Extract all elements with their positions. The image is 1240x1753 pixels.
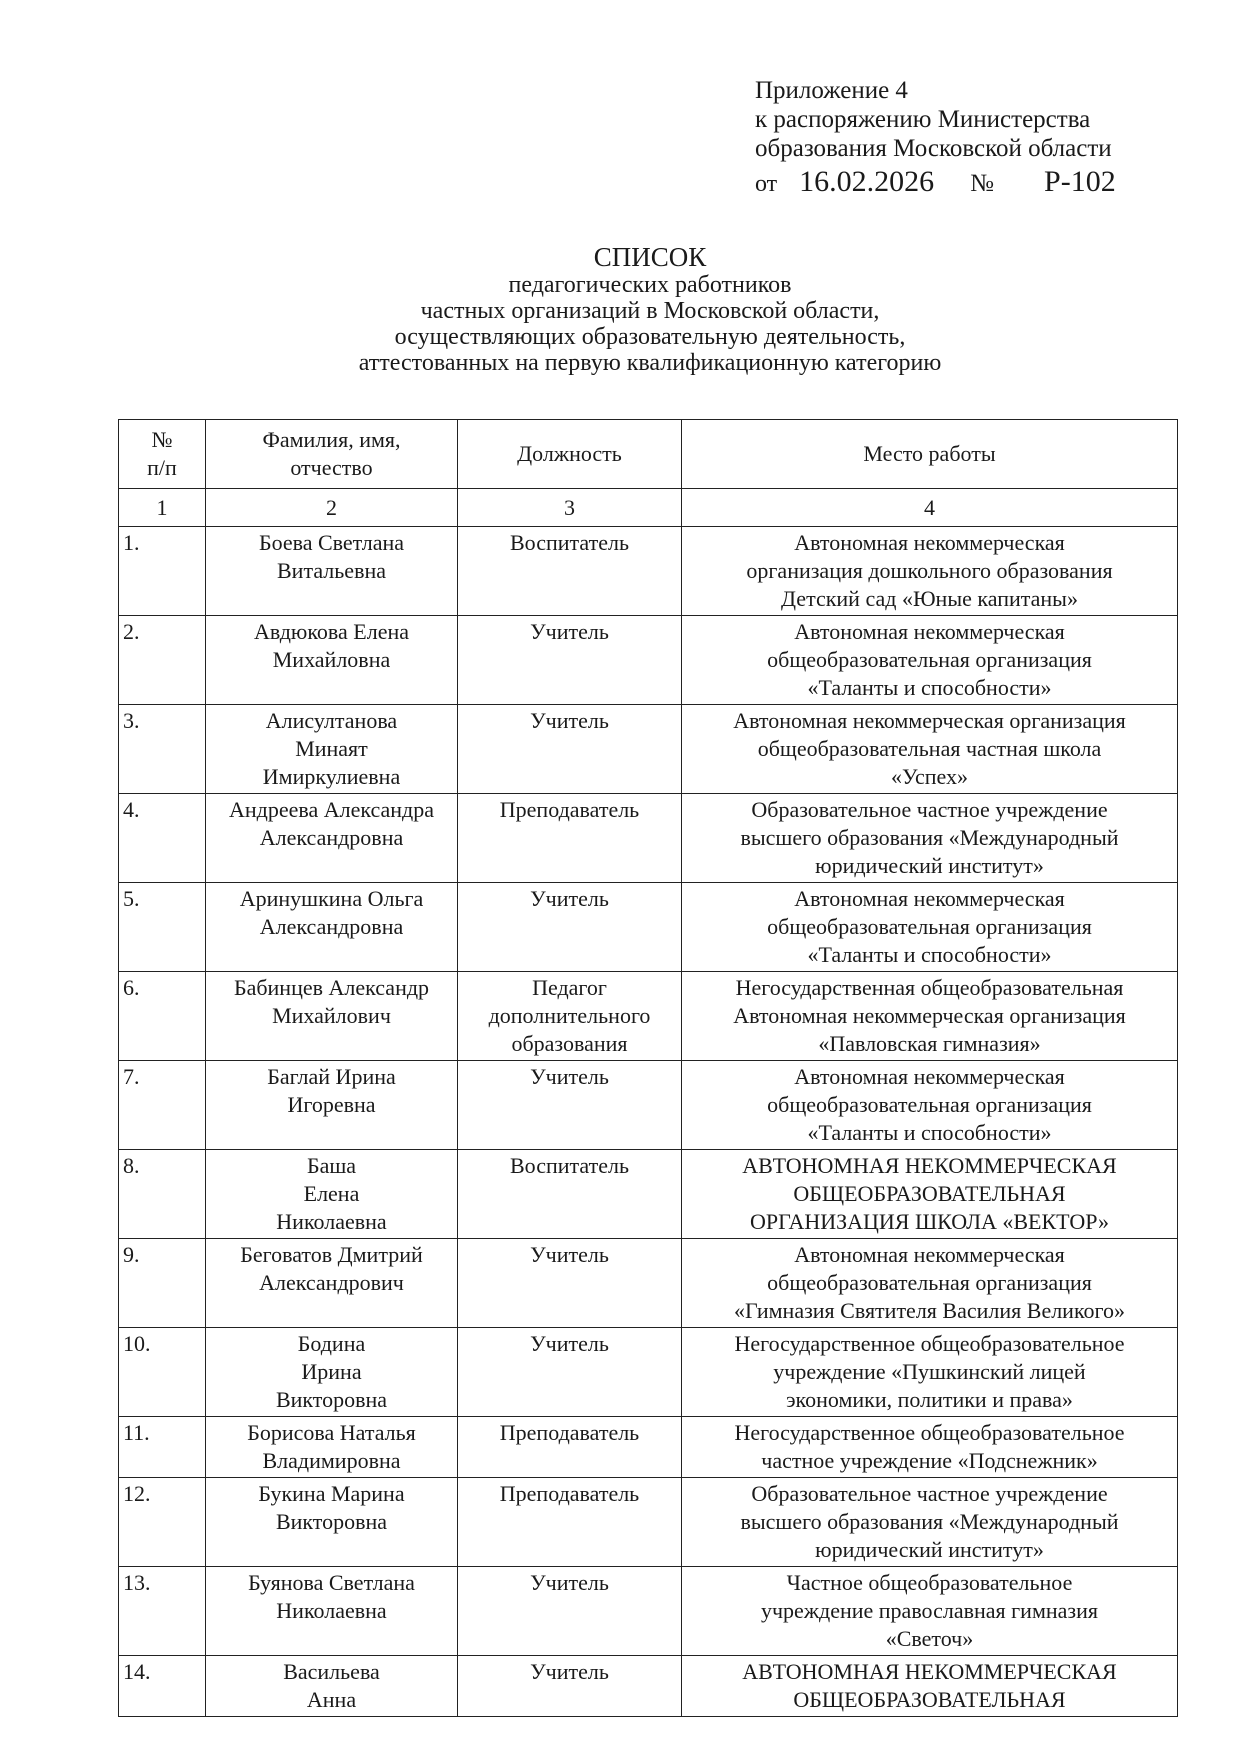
row-number: 12. bbox=[119, 1478, 206, 1567]
employee-position-line: Воспитатель bbox=[509, 1153, 629, 1178]
row-number: 10. bbox=[119, 1328, 206, 1417]
employee-name bbox=[206, 1417, 458, 1478]
employee-workplace-line: «Павловская гимназия» bbox=[818, 1031, 1041, 1056]
employee-name-line: Михайлович bbox=[272, 1003, 391, 1028]
employee-name bbox=[206, 1567, 458, 1656]
employee-name bbox=[206, 705, 458, 794]
employee-position bbox=[458, 1478, 682, 1567]
employee-position bbox=[458, 794, 682, 883]
column-number: 3 bbox=[458, 489, 682, 527]
employee-name-line: Имиркулиевна bbox=[262, 764, 401, 789]
row-number: 2. bbox=[119, 616, 206, 705]
column-number: 4 bbox=[682, 489, 1178, 527]
employee-name-line: Александровна bbox=[259, 914, 404, 939]
header-fio bbox=[206, 420, 458, 489]
employee-name-line: Витальевна bbox=[277, 558, 386, 583]
employee-position-line: Учитель bbox=[530, 1570, 609, 1595]
employee-workplace-line: экономики, политики и права» bbox=[786, 1387, 1073, 1412]
employee-workplace-line: Негосударственное общеобразовательное bbox=[734, 1331, 1125, 1356]
employee-workplace-line: частное учреждение «Подснежник» bbox=[761, 1448, 1098, 1473]
employee-name-line: Владимировна bbox=[262, 1448, 401, 1473]
table-row bbox=[119, 705, 1178, 794]
employee-name bbox=[206, 1061, 458, 1150]
employee-position-line: Преподаватель bbox=[499, 1481, 640, 1506]
employee-position-line: Учитель bbox=[530, 1242, 609, 1267]
employee-name-line: Беговатов Дмитрий bbox=[240, 1242, 423, 1267]
employee-name-line: Анна bbox=[306, 1687, 357, 1712]
employee-name bbox=[206, 1239, 458, 1328]
column-numbers-row bbox=[119, 489, 1178, 527]
row-number: 14. bbox=[119, 1656, 206, 1717]
table-row bbox=[119, 1328, 1178, 1417]
employee-position bbox=[458, 883, 682, 972]
order-number: Р-102 bbox=[1044, 165, 1116, 198]
employee-workplace-line: Образовательное частное учреждение bbox=[751, 1481, 1108, 1506]
title-line-4: аттестованных на первую квалификационную категорию bbox=[358, 350, 942, 376]
employee-position-line: Учитель bbox=[530, 619, 609, 644]
employee-name-line: Алисултанова bbox=[265, 708, 398, 733]
employee-name-line: Бабинцев Александр bbox=[233, 975, 430, 1000]
column-number: 1 bbox=[119, 489, 206, 527]
title-line-1: педагогических работников bbox=[508, 272, 792, 298]
employee-workplace-line: Детский сад «Юные капитаны» bbox=[781, 586, 1078, 611]
employee-workplace bbox=[682, 794, 1178, 883]
employee-workplace-line: ОРГАНИЗАЦИЯ ШКОЛА «ВЕКТОР» bbox=[750, 1209, 1109, 1234]
employee-name-line: Ирина bbox=[301, 1359, 362, 1384]
employee-name-line: Васильева bbox=[283, 1659, 380, 1684]
employee-position-line: образования bbox=[511, 1031, 628, 1056]
employee-position bbox=[458, 972, 682, 1061]
table-row bbox=[119, 794, 1178, 883]
employee-position-line: дополнительного bbox=[488, 1003, 651, 1028]
employee-workplace bbox=[682, 883, 1178, 972]
appendix-line-3: образования Московской области bbox=[755, 135, 1112, 162]
employee-workplace-line: Частное общеобразовательное bbox=[786, 1570, 1073, 1595]
employee-workplace-line: Негосударственное общеобразовательное bbox=[734, 1420, 1125, 1445]
employee-workplace-line: Автономная некоммерческая bbox=[794, 1242, 1065, 1267]
employee-workplace bbox=[682, 705, 1178, 794]
employee-workplace bbox=[682, 1150, 1178, 1239]
employee-name-line: Баша bbox=[306, 1153, 357, 1178]
employee-workplace-line: общеобразовательная организация bbox=[767, 647, 1092, 672]
employee-name-line: Михайловна bbox=[272, 647, 391, 672]
employee-workplace-line: ОБЩЕОБРАЗОВАТЕЛЬНАЯ bbox=[793, 1687, 1066, 1712]
employee-workplace-line: высшего образования «Международный bbox=[740, 1509, 1119, 1534]
employee-workplace-line: высшего образования «Международный bbox=[740, 825, 1119, 850]
employee-name bbox=[206, 794, 458, 883]
row-number: 6. bbox=[119, 972, 206, 1061]
employee-position-line: Учитель bbox=[530, 1331, 609, 1356]
employee-name bbox=[206, 616, 458, 705]
order-date: 16.02.2026 bbox=[799, 165, 935, 198]
employee-position-line: Воспитатель bbox=[509, 530, 629, 555]
employee-name bbox=[206, 883, 458, 972]
appendix-line-2: к распоряжению Министерства bbox=[755, 106, 1091, 133]
employee-name-line: Александровна bbox=[259, 825, 404, 850]
employee-workplace-line: Автономная некоммерческая bbox=[794, 1064, 1065, 1089]
employee-workplace bbox=[682, 616, 1178, 705]
employee-name-line: Буянова Светлана bbox=[248, 1570, 415, 1595]
employee-workplace-line: общеобразовательная частная школа bbox=[757, 736, 1102, 761]
employee-position-line: Учитель bbox=[530, 708, 609, 733]
employee-workplace-line: общеобразовательная организация bbox=[767, 1092, 1092, 1117]
row-number: 5. bbox=[119, 883, 206, 972]
employee-name-line: Букина Марина bbox=[258, 1481, 405, 1506]
row-number: 8. bbox=[119, 1150, 206, 1239]
employee-position bbox=[458, 527, 682, 616]
number-sign: № bbox=[970, 170, 995, 197]
employee-workplace-line: учреждение «Пушкинский лицей bbox=[773, 1359, 1086, 1384]
employee-name bbox=[206, 527, 458, 616]
employee-workplace-line: учреждение православная гимназия bbox=[760, 1598, 1098, 1623]
header-workplace: Место работы bbox=[682, 420, 1178, 489]
employee-workplace bbox=[682, 1239, 1178, 1328]
employee-position-line: Педагог bbox=[532, 975, 607, 1000]
employee-name-line: Минаят bbox=[295, 736, 368, 761]
table-header-row bbox=[119, 420, 1178, 489]
employee-position-line: Преподаватель bbox=[499, 1420, 640, 1445]
employee-position bbox=[458, 1567, 682, 1656]
header-number-line-2: п/п bbox=[147, 455, 177, 480]
employee-name bbox=[206, 1328, 458, 1417]
employee-workplace bbox=[682, 972, 1178, 1061]
employee-name bbox=[206, 972, 458, 1061]
employee-name-line: Александрович bbox=[259, 1270, 404, 1295]
employee-workplace bbox=[682, 1328, 1178, 1417]
ot-label: от bbox=[755, 171, 778, 197]
header-number bbox=[119, 420, 206, 489]
table-row bbox=[119, 1478, 1178, 1567]
employee-name-line: Боева Светлана bbox=[258, 530, 405, 555]
table-row bbox=[119, 1567, 1178, 1656]
employee-workplace-line: общеобразовательная организация bbox=[767, 914, 1092, 939]
employee-position bbox=[458, 1061, 682, 1150]
employee-name-line: Николаевна bbox=[276, 1598, 387, 1623]
table-row bbox=[119, 883, 1178, 972]
employee-workplace-line: «Таланты и способности» bbox=[807, 675, 1052, 700]
employee-workplace-line: «Светоч» bbox=[885, 1626, 974, 1651]
employee-workplace bbox=[682, 1567, 1178, 1656]
employee-name-line: Андреева Александра bbox=[228, 797, 435, 822]
header-fio-line-1: Фамилия, имя, bbox=[262, 427, 401, 452]
employee-workplace-line: «Таланты и способности» bbox=[807, 1120, 1052, 1145]
employee-name-line: Борисова Наталья bbox=[247, 1420, 416, 1445]
table-row bbox=[119, 616, 1178, 705]
employee-workplace-line: юридический институт» bbox=[815, 1537, 1044, 1562]
employee-workplace-line: «Таланты и способности» bbox=[807, 942, 1052, 967]
employee-position-line: Учитель bbox=[530, 886, 609, 911]
employee-name-line: Николаевна bbox=[276, 1209, 387, 1234]
title-line-2: частных организаций в Московской области, bbox=[420, 298, 880, 324]
appendix-header bbox=[755, 76, 1116, 199]
employee-workplace-line: Автономная некоммерческая bbox=[794, 886, 1065, 911]
employee-position bbox=[458, 1328, 682, 1417]
staff-table bbox=[118, 419, 1178, 1717]
employee-position bbox=[458, 616, 682, 705]
employee-workplace bbox=[682, 1417, 1178, 1478]
document-title bbox=[0, 242, 1240, 376]
employee-position bbox=[458, 1656, 682, 1717]
employee-position bbox=[458, 1417, 682, 1478]
employee-workplace-line: юридический институт» bbox=[815, 853, 1044, 878]
employee-workplace bbox=[682, 1656, 1178, 1717]
employee-workplace bbox=[682, 1478, 1178, 1567]
employee-position bbox=[458, 1239, 682, 1328]
employee-workplace bbox=[682, 527, 1178, 616]
employee-name-line: Баглай Ирина bbox=[267, 1064, 396, 1089]
title-line-3: осуществляющих образовательную деятельность, bbox=[394, 324, 906, 350]
table-row bbox=[119, 1656, 1178, 1717]
table-row bbox=[119, 1150, 1178, 1239]
employee-workplace-line: «Успех» bbox=[891, 764, 968, 789]
table-row bbox=[119, 972, 1178, 1061]
header-fio-line-2: отчество bbox=[290, 455, 373, 480]
employee-workplace-line: организация дошкольного образования bbox=[746, 558, 1113, 583]
employee-name-line: Авдюкова Елена bbox=[253, 619, 409, 644]
employee-name-line: Бодина bbox=[297, 1331, 366, 1356]
title-main: СПИСОК bbox=[593, 242, 707, 272]
employee-workplace-line: АВТОНОМНАЯ НЕКОММЕРЧЕСКАЯ bbox=[742, 1659, 1117, 1684]
employee-position bbox=[458, 705, 682, 794]
employee-name-line: Викторовна bbox=[275, 1509, 388, 1534]
employee-position-line: Учитель bbox=[530, 1659, 609, 1684]
employee-workplace-line: Автономная некоммерческая организация bbox=[733, 1003, 1126, 1028]
employee-position-line: Преподаватель bbox=[499, 797, 640, 822]
employee-name-line: Викторовна bbox=[275, 1387, 388, 1412]
employee-workplace-line: Образовательное частное учреждение bbox=[751, 797, 1108, 822]
column-number: 2 bbox=[206, 489, 458, 527]
employee-workplace-line: АВТОНОМНАЯ НЕКОММЕРЧЕСКАЯ bbox=[742, 1153, 1117, 1178]
employee-position-line: Учитель bbox=[530, 1064, 609, 1089]
row-number: 11. bbox=[119, 1417, 206, 1478]
employee-workplace-line: общеобразовательная организация bbox=[767, 1270, 1092, 1295]
row-number: 1. bbox=[119, 527, 206, 616]
employee-workplace-line: Негосударственная общеобразовательная bbox=[735, 975, 1124, 1000]
employee-name-line: Игоревна bbox=[287, 1092, 376, 1117]
table-row bbox=[119, 1417, 1178, 1478]
employee-workplace-line: Автономная некоммерческая организация bbox=[733, 708, 1126, 733]
employee-position bbox=[458, 1150, 682, 1239]
header-number-line-1: № bbox=[151, 427, 173, 452]
table-body bbox=[119, 527, 1178, 1717]
header-position: Должность bbox=[458, 420, 682, 489]
appendix-line-1: Приложение 4 bbox=[755, 77, 908, 104]
employee-name bbox=[206, 1656, 458, 1717]
row-number: 4. bbox=[119, 794, 206, 883]
employee-workplace-line: ОБЩЕОБРАЗОВАТЕЛЬНАЯ bbox=[793, 1181, 1066, 1206]
employee-name bbox=[206, 1478, 458, 1567]
employee-workplace-line: Автономная некоммерческая bbox=[794, 619, 1065, 644]
employee-workplace-line: Автономная некоммерческая bbox=[794, 530, 1065, 555]
employee-workplace-line: «Гимназия Святителя Василия Великого» bbox=[733, 1298, 1126, 1323]
employee-workplace bbox=[682, 1061, 1178, 1150]
table-row bbox=[119, 1061, 1178, 1150]
row-number: 3. bbox=[119, 705, 206, 794]
table-row bbox=[119, 527, 1178, 616]
row-number: 7. bbox=[119, 1061, 206, 1150]
employee-name bbox=[206, 1150, 458, 1239]
appendix-date-line bbox=[755, 167, 1116, 199]
table-row bbox=[119, 1239, 1178, 1328]
employee-name-line: Елена bbox=[303, 1181, 360, 1206]
row-number: 13. bbox=[119, 1567, 206, 1656]
row-number: 9. bbox=[119, 1239, 206, 1328]
employee-name-line: Аринушкина Ольга bbox=[239, 886, 424, 911]
